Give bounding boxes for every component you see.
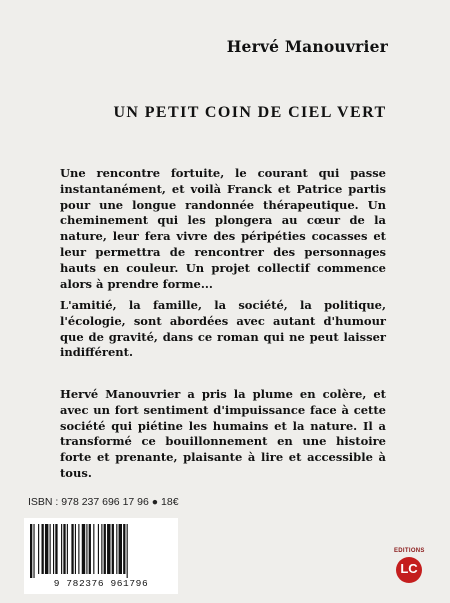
blurb-paragraph-2: L'amitié, la famille, la société, la politique, l'écologie, sont abordées avec autant d'humour que de gravité, dans ce roman qui ne peut laisser indifférent.	[60, 298, 386, 360]
publisher-logo-text: EDITIONS	[394, 548, 425, 554]
barcode	[24, 518, 178, 594]
publisher-logo-mark: LC	[400, 561, 418, 576]
publisher-logo-circle-icon	[396, 557, 422, 583]
isbn-price: ISBN : 978 237 696 17 96 ● 18€	[28, 496, 179, 508]
blurb-paragraph-1: Une rencontre fortuite, le courant qui passe instantanément, et voilà Franck et Patrice partis pour une longue randonnée thérapeutique. Un cheminement qui les plongera au cœur de la nature, leur fera vivre des péripéties cocasses et leur permettra de rencontrer des personnages hauts en couleur. Un projet collectif commence alors à prendre forme...	[60, 166, 386, 291]
barcode-digits: 9 782376 961796	[53, 578, 149, 589]
blurb-paragraph-3: Hervé Manouvrier a pris la plume en colère, et avec un fort sentiment d'impuissance face à cette société qui piétine les humains et la nature. Il a transformé ce bouillonnement en une histoire forte et prenante, plaisante à lire et accessible à tous.	[60, 387, 386, 480]
barcode-bars-icon	[28, 524, 174, 578]
book-title: UN PETIT COIN DE CIEL VERT	[113, 104, 387, 121]
publisher-logo	[394, 548, 424, 584]
author-name: Hervé Manouvrier	[226, 37, 388, 56]
